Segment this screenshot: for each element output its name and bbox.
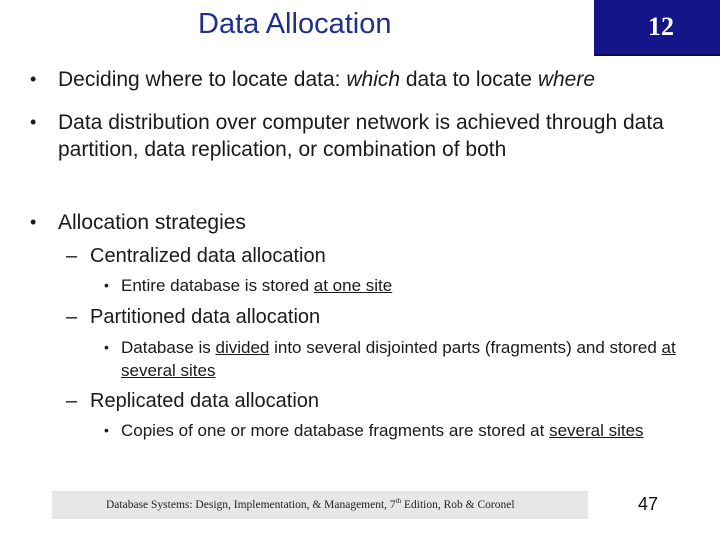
dash-glyph: – <box>66 390 78 412</box>
detail-text <box>121 336 704 382</box>
italic-where: where <box>537 68 596 91</box>
strategy-replicated-detail <box>104 419 704 442</box>
strategy-partitioned <box>66 304 706 330</box>
dash-glyph: – <box>66 306 78 328</box>
footer-bar <box>52 491 588 519</box>
footer-superscript: th <box>395 497 402 505</box>
strategy-label: Centralized data allocation <box>90 245 326 267</box>
slide-title: Data Allocation <box>198 8 392 40</box>
bullet-text-part: data to locate <box>400 68 538 91</box>
bullet-allocation-strategies <box>30 209 700 236</box>
bullet-data-distribution <box>30 109 700 163</box>
bullet-glyph: • <box>104 277 109 293</box>
underlined-text: divided <box>215 338 270 357</box>
footer-text-part: Database Systems: Design, Implementation, & Management, 7 <box>106 498 396 511</box>
strategy-centralized <box>66 243 706 269</box>
bullet-glyph: • <box>30 112 37 132</box>
bullet-text: Data distribution over computer network is achieved through data partition, data replication, or combination of both <box>58 111 664 161</box>
detail-text <box>121 419 704 442</box>
detail-text-part: into several disjointed parts (fragments) and stored <box>269 338 662 357</box>
detail-text-part: Database is <box>121 338 216 357</box>
chapter-number: 12 <box>648 12 674 41</box>
detail-text <box>121 274 704 297</box>
strategy-label: Partitioned data allocation <box>90 306 321 328</box>
italic-which: which <box>346 68 401 91</box>
bullet-glyph: • <box>104 339 109 355</box>
page-number: 47 <box>638 494 659 514</box>
detail-text-part: Entire database is stored <box>121 276 314 295</box>
strategy-label: Replicated data allocation <box>90 390 320 412</box>
bullet-text: Allocation strategies <box>58 211 246 234</box>
footer-text-part: Edition, Rob & Coronel <box>401 498 515 511</box>
underlined-text: at one site <box>313 276 393 295</box>
strategy-replicated <box>66 388 706 414</box>
footer-citation <box>106 497 515 511</box>
chapter-number-box <box>594 0 720 56</box>
underlined-text: several sites <box>549 421 644 440</box>
bullet-deciding-location <box>30 66 700 93</box>
strategy-centralized-detail <box>104 274 704 297</box>
bullet-text <box>58 66 700 93</box>
bullet-glyph: • <box>30 212 37 232</box>
bullet-glyph: • <box>30 69 37 89</box>
dash-glyph: – <box>66 245 78 267</box>
bullet-text-part: Deciding where to locate data: <box>58 68 347 91</box>
bullet-glyph: • <box>104 422 109 438</box>
detail-text-part: Copies of one or more database fragments are stored at <box>121 421 550 440</box>
strategy-partitioned-detail <box>104 336 704 382</box>
underlined-text: at several sites <box>121 338 676 380</box>
